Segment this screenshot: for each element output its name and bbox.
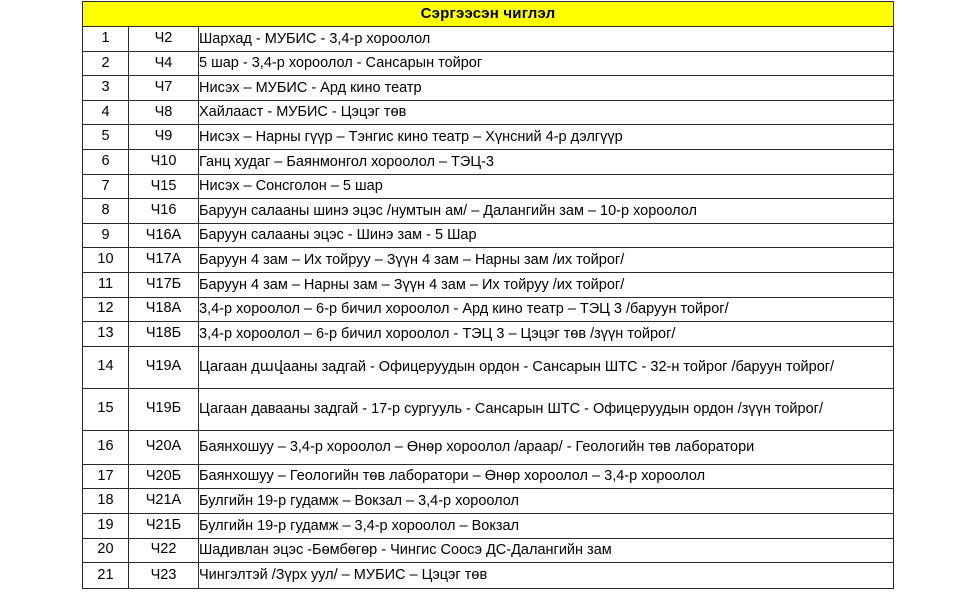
table-row [83, 174, 894, 199]
route-description-cell: Баруун салааны эцэс - Шинэ зам - 5 Шар [199, 223, 894, 248]
table-row [83, 248, 894, 273]
route-description-cell: Булгийн 19-р гудамж – 3,4-р хороолол – Вокзал [199, 513, 894, 538]
row-number-cell: 15 [83, 388, 129, 430]
row-number-cell: 21 [83, 563, 129, 589]
route-description-cell: Цагаан давааны задгай - 17-р сургууль - Сансарын ШТС - Офицеруудын ордон /зүүн тойрог/ [199, 388, 894, 430]
row-number-cell: 7 [83, 174, 129, 199]
route-description-cell: Баруун 4 зам – Нарны зам – Зүүн 4 зам – Их тойруу /их тойрог/ [199, 272, 894, 297]
route-code-cell: Ч18А [129, 297, 199, 322]
table-row [83, 430, 894, 464]
table-row [83, 322, 894, 347]
table-header-row [83, 2, 894, 27]
route-description-cell: Чингэлтэй /Зүрх уул/ – МУБИС – Цэцэг төв [199, 563, 894, 589]
route-code-cell: Ч17А [129, 248, 199, 273]
route-code-cell: Ч20Б [129, 464, 199, 489]
table-row [83, 76, 894, 101]
route-code-cell: Ч7 [129, 76, 199, 101]
row-number-cell: 3 [83, 76, 129, 101]
row-number-cell: 14 [83, 346, 129, 388]
route-code-cell: Ч9 [129, 125, 199, 150]
table-body [83, 27, 894, 589]
table-row [83, 223, 894, 248]
table-header [83, 2, 894, 27]
route-code-cell: Ч16А [129, 223, 199, 248]
row-number-cell: 6 [83, 149, 129, 174]
row-number-cell: 9 [83, 223, 129, 248]
route-description-cell: Шадивлан эцэс -Бөмбөгөр - Чингис Соосэ ДС-Далангийн зам [199, 538, 894, 563]
table-row [83, 297, 894, 322]
row-number-cell: 12 [83, 297, 129, 322]
table-row [83, 100, 894, 125]
table-row [83, 149, 894, 174]
route-code-cell: Ч2 [129, 27, 199, 52]
row-number-cell: 2 [83, 51, 129, 76]
route-description-cell: Баянхошуу – 3,4-р хороолол – Өнөр хороолол /араар/ - Геологийн төв лаборатори [199, 430, 894, 464]
table-row [83, 489, 894, 514]
route-description-cell: Нисэх – Нарны гүүр – Тэнгис кино театр – Хүнсний 4-р дэлгүүр [199, 125, 894, 150]
table-row [83, 51, 894, 76]
route-code-cell: Ч16 [129, 199, 199, 224]
table-row [83, 27, 894, 52]
row-number-cell: 20 [83, 538, 129, 563]
route-description-cell: Нисэх – МУБИС - Ард кино театр [199, 76, 894, 101]
row-number-cell: 5 [83, 125, 129, 150]
table-row [83, 125, 894, 150]
route-description-cell: Цагаан дավааны задгай - Офицеруудын ордон - Сансарын ШТС - 32-н тойрог /баруун тойрог/ [199, 346, 894, 388]
route-description-cell: Ганц худаг – Баянмонгол хороолол – ТЭЦ-3 [199, 149, 894, 174]
route-code-cell: Ч19Б [129, 388, 199, 430]
table-title-banner: Сэргээсэн чиглэл [83, 2, 894, 27]
route-code-cell: Ч8 [129, 100, 199, 125]
route-code-cell: Ч17Б [129, 272, 199, 297]
row-number-cell: 16 [83, 430, 129, 464]
route-code-cell: Ч10 [129, 149, 199, 174]
route-code-cell: Ч15 [129, 174, 199, 199]
table-row [83, 464, 894, 489]
route-code-cell: Ч19А [129, 346, 199, 388]
route-description-cell: Хайлааст - МУБИС - Цэцэг төв [199, 100, 894, 125]
table-row [83, 272, 894, 297]
table-row [83, 346, 894, 388]
row-number-cell: 4 [83, 100, 129, 125]
route-description-cell: 3,4-р хороолол – 6-р бичил хороолол - Ард кино театр – ТЭЦ 3 /баруун тойрог/ [199, 297, 894, 322]
table-row [83, 563, 894, 589]
route-code-cell: Ч4 [129, 51, 199, 76]
table-row [83, 538, 894, 563]
route-code-cell: Ч20А [129, 430, 199, 464]
route-description-cell: Баруун 4 зам – Их тойруу – Зүүн 4 зам – Нарны зам /их тойрог/ [199, 248, 894, 273]
row-number-cell: 8 [83, 199, 129, 224]
row-number-cell: 18 [83, 489, 129, 514]
row-number-cell: 11 [83, 272, 129, 297]
row-number-cell: 13 [83, 322, 129, 347]
route-code-cell: Ч18Б [129, 322, 199, 347]
row-number-cell: 17 [83, 464, 129, 489]
route-description-cell: Нисэх – Сонсголон – 5 шар [199, 174, 894, 199]
route-code-cell: Ч23 [129, 563, 199, 589]
table-row [83, 388, 894, 430]
table-row [83, 199, 894, 224]
row-number-cell: 19 [83, 513, 129, 538]
restored-routes-table [82, 1, 894, 589]
row-number-cell: 10 [83, 248, 129, 273]
row-number-cell: 1 [83, 27, 129, 52]
route-description-cell: Баруун салааны шинэ эцэс /нумтын ам/ – Далангийн зам – 10-р хороолол [199, 199, 894, 224]
route-description-cell: Булгийн 19-р гудамж – Вокзал – 3,4-р хороолол [199, 489, 894, 514]
route-description-cell: Шархад - МУБИС - 3,4-р хороолол [199, 27, 894, 52]
route-description-cell: Баянхошуу – Геологийн төв лаборатори – Өнөр хороолол – 3,4-р хороолол [199, 464, 894, 489]
route-description-cell: 5 шар - 3,4-р хороолол - Сансарын тойрог [199, 51, 894, 76]
route-code-cell: Ч21А [129, 489, 199, 514]
route-code-cell: Ч21Б [129, 513, 199, 538]
route-code-cell: Ч22 [129, 538, 199, 563]
route-description-cell: 3,4-р хороолол – 6-р бичил хороолол - ТЭЦ 3 – Цэцэг төв /зүүн тойрог/ [199, 322, 894, 347]
table-row [83, 513, 894, 538]
